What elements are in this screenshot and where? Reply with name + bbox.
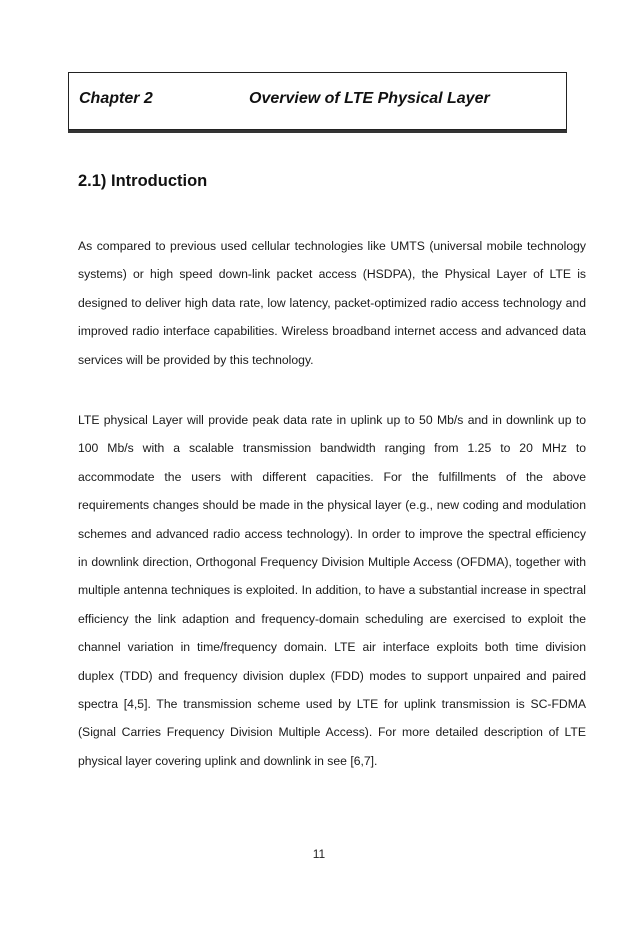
paragraph-physical-layer: LTE physical Layer will provide peak data rate in uplink up to 50 Mb/s and in downlink up to 100 Mb/s with a scalable transmission bandwidth ranging from 1.25 to 20 MHz to accommodate the users with different capacities. For the fulfillments of the above requirements changes should be made in the physical layer (e.g., new coding and modulation schemes and advanced radio access technology). In order to improve the spectral efficiency in downlink direction, Orthogonal Frequency Division Multiple Access (OFDMA), together with multiple antenna techniques is exploited. In addition, to have a substantial increase in spectral efficiency the link adaption and frequency-domain scheduling are exercised to exploit the channel variation in time/frequency domain. LTE air interface exploits both time division duplex (TDD) and frequency division duplex (FDD) modes to support unpaired and paired spectra [4,5]. The transmission scheme used by LTE for uplink transmission is SC-FDMA (Signal Carries Frequency Division Multiple Access). For more detailed description of LTE physical layer covering uplink and downlink in see [6,7]. bbox=[78, 413, 586, 768]
chapter-title: Overview of LTE Physical Layer bbox=[249, 90, 490, 107]
page-number: 11 bbox=[312, 847, 326, 861]
section-heading: 2.1) Introduction bbox=[78, 172, 208, 190]
paragraph-introduction: As compared to previous used cellular technologies like UMTS (universal mobile technology systems) or high speed down-link packet access (HSDPA), the Physical Layer of LTE is designed to deliver high data rate, low latency, packet-optimized radio access technology and improved radio interface capabilities. Wireless broadband internet access and advanced data services will be provided by this technology. bbox=[78, 239, 586, 367]
chapter-header-box bbox=[68, 72, 567, 130]
chapter-label: Chapter 2 bbox=[79, 90, 153, 107]
